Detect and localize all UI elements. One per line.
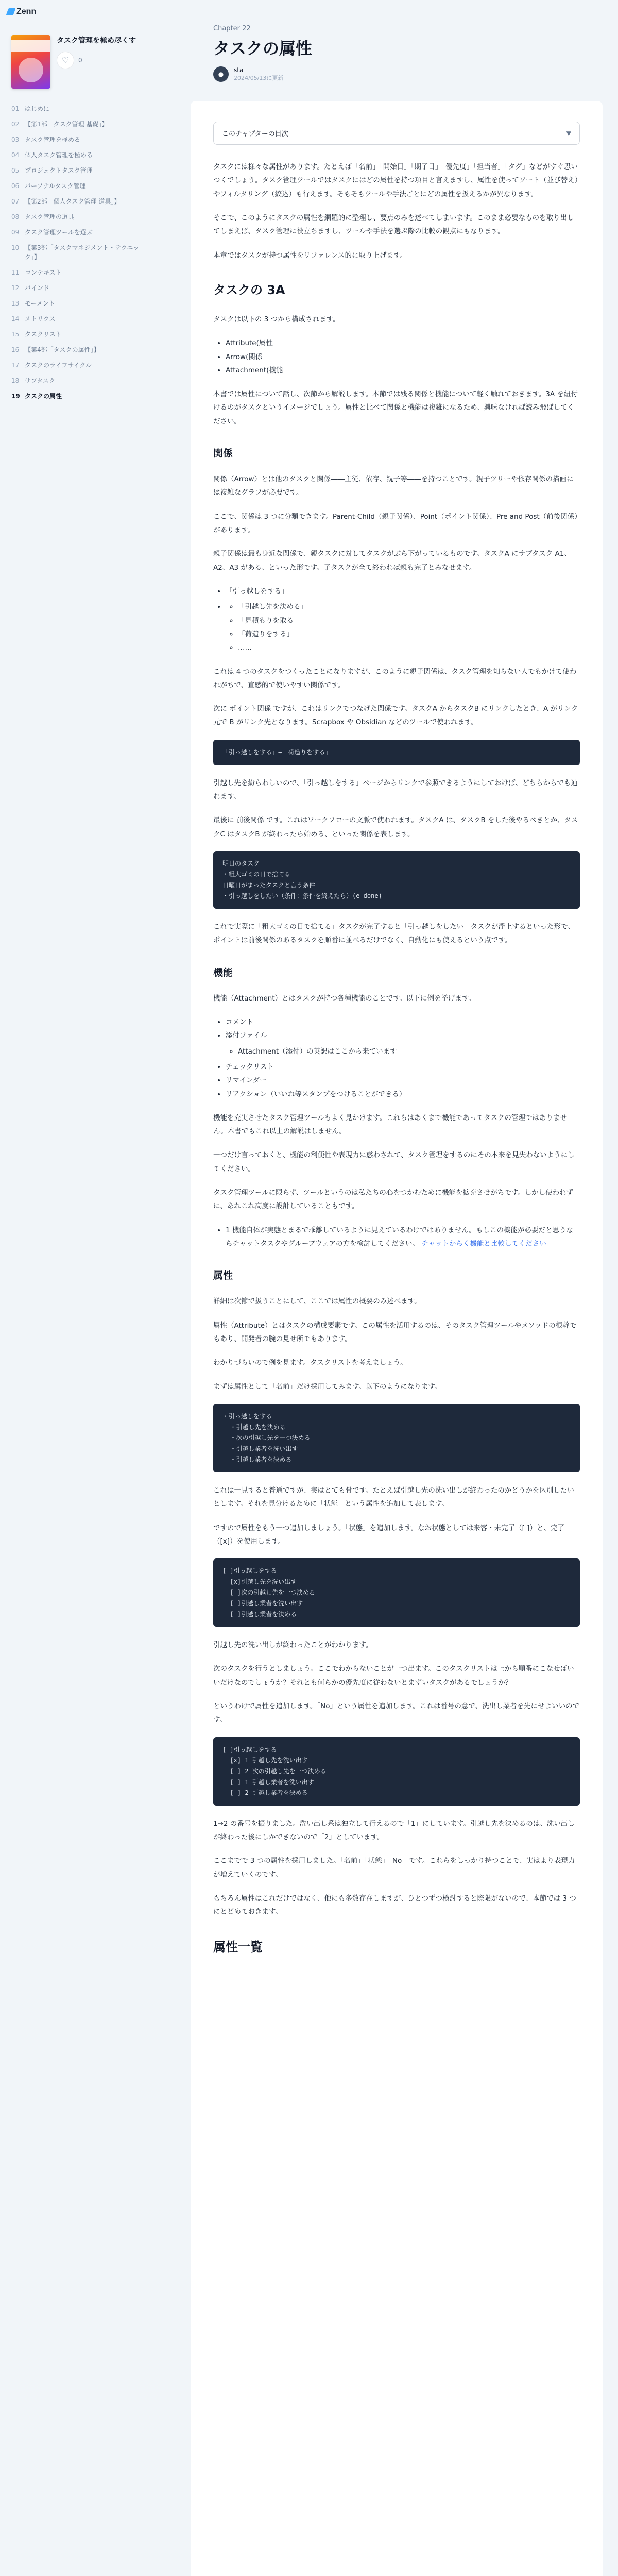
chapter-item-number: 02 [11, 121, 20, 128]
chapter-item-label: モーメント [25, 300, 55, 307]
code-line: 日曜日がまったタスクと言う条件 [222, 882, 316, 889]
chapter-item-number: 16 [11, 346, 20, 353]
code-line: [ ]引っ越しをする [222, 1745, 277, 1753]
article-card [191, 101, 603, 2576]
chapter-item-label: タスク管理を極める [25, 136, 81, 143]
code-line: ・引越し業者を決める [222, 1455, 292, 1463]
sidebar-chapter-item[interactable] [11, 296, 150, 311]
paragraph: 本書では属性について話し、次節から解説します。本節では残る関係と機能について軽く触れておきます。3A を紐付けるのがタスクというイメージでしょう。属性と比べて関係と機能は複雑になるため、興味なければ読み飛ばしてください。 [213, 390, 578, 426]
code-line: [ ]引っ越しをする [222, 1567, 277, 1575]
footnote-link[interactable]: チャットからく機能と比較してください [421, 1240, 546, 1248]
chapter-item-label: 【第4部「タスクの属性」】 [25, 346, 100, 353]
list-item: • リマインダー [226, 1074, 580, 1087]
list-item: • Attribute(属性 [226, 336, 580, 350]
footnote-item [226, 1224, 580, 1251]
bullet-list-attachment [226, 1015, 580, 1101]
sidebar-chapter-item[interactable] [11, 373, 150, 388]
code-line: ・粗大ゴミの日で捨てる [222, 871, 291, 878]
code-block[interactable] [213, 1558, 580, 1627]
sidebar-chapter-item[interactable] [11, 194, 150, 209]
chapter-item-label: サブタスク [25, 377, 56, 384]
paragraph: ここまでで 3 つの属性を採用しました。「名前」「状態」「No」です。これらをしっかり持つことで、実はより表現力が増えていくのです。 [213, 1857, 575, 1879]
code-line: [x] 1 引越し先を洗い出す [222, 1756, 308, 1764]
paragraph: タスクは以下の 3 つから構成されます。 [213, 315, 340, 324]
sidebar-chapter-item[interactable] [11, 342, 150, 358]
bullet-list-arrow [226, 585, 580, 655]
code-line: ・引越し業者を洗い出す [222, 1445, 298, 1452]
chapter-item-label: メトリクス [25, 315, 56, 323]
chapter-item-label: プロジェクトタスク管理 [25, 167, 93, 174]
code-line: ・次の引越し先を一つ決める [222, 1434, 311, 1442]
list-item: • Arrow(関係 [226, 350, 580, 364]
list-item: • チェックリスト [226, 1060, 580, 1074]
footnote-text: 1 機能自体が実態とまるで乖離しているように見えているわけではありません。もしこの機能が必要だと思うならチャットタスクやグループウェアの方を検討してください。 [226, 1226, 574, 1248]
paragraph: 次のタスクを行うとしましょう。ここでわからないことが一つ出ます。このタスクリストは上から順番にこなせばいいだけなのでしょうか？それとも何らかの優先度に従わないとまずいタスクがあるでしょうか？ [213, 1665, 574, 1687]
toc-toggle-label: このチャプターの目次 [222, 130, 288, 138]
author-avatar[interactable] [213, 66, 229, 82]
chapter-item-number: 08 [11, 213, 20, 221]
author-meta [234, 66, 283, 82]
list-item: ◦ • 「引越し先を決める」 [238, 600, 580, 614]
code-line: [ ] 2 引越し業者を決める [222, 1789, 308, 1797]
code-line: [ ]引越し業者を洗い出す [222, 1600, 303, 1607]
chevron-down-icon: ▼ [566, 129, 571, 137]
heart-icon: ♡ [61, 55, 70, 65]
section-heading-attribute-list: 属性一覧 [213, 1937, 580, 1959]
like-row [57, 52, 160, 69]
bullet-list-3a [226, 336, 580, 377]
chapter-item-label: タスク管理ツールを選ぶ [25, 229, 93, 236]
sidebar-chapter-item[interactable] [11, 265, 150, 280]
sidebar-chapter-item[interactable] [11, 358, 150, 373]
like-count: 0 [78, 56, 82, 64]
chapter-item-label: タスクリスト [25, 331, 62, 338]
cover-band [11, 40, 50, 52]
chapter-item-number: 12 [11, 284, 20, 292]
chapter-item-label: 【第3部「タスクマネジメント・テクニック」】 [25, 244, 140, 261]
paragraph: 本章ではタスクが持つ属性をリファレンス的に取り上げます。 [213, 251, 407, 260]
chapter-item-label: 個人タスク管理を極める [25, 151, 93, 159]
paragraph: 一つだけ言っておくと、機能の利便性や表現力に惑わされて、タスク管理をするのにその本来を見失わないようにしてください。 [213, 1151, 575, 1173]
chapter-toc-toggle[interactable] [213, 122, 580, 145]
chapter-number: Chapter 22 [213, 25, 251, 32]
author-name[interactable]: sta [234, 66, 244, 74]
chapter-item-number: 09 [11, 229, 20, 236]
paragraph: もちろん属性はこれだけではなく、他にも多数存在しますが、ひとつずつ検討すると際限がないので、本節では 3 つにとどめておきます。 [213, 1894, 576, 1917]
updated-date: 2024/05/13に更新 [234, 75, 284, 81]
list-item: ◦ 「荷造りをする」 [238, 628, 580, 641]
sidebar-chapter-item[interactable] [11, 163, 150, 178]
chapter-item-number: 18 [11, 377, 20, 384]
chapter-item-number: 10 [11, 244, 20, 251]
chapter-item-number: 04 [11, 151, 20, 159]
paragraph: タスク管理ツールに限らず、ツールというのは私たちの心をつかむために機能を拡充させがちです。しかし使われずに、あれこれ高度に設計していることもです。 [213, 1189, 574, 1211]
list-item: ◦ 「見積もりを取る」 [238, 614, 580, 628]
zenn-logo[interactable] [7, 7, 36, 16]
code-line: 明日のタスク [222, 860, 260, 867]
sidebar-chapter-item[interactable] [11, 132, 150, 147]
list-item [226, 1029, 580, 1058]
sidebar-chapter-item[interactable] [11, 225, 150, 240]
list-item: • Attachment(機能 [226, 364, 580, 377]
author-row [213, 66, 618, 82]
chapter-item-label: 【第2部「個人タスク管理 道具」】 [25, 198, 121, 205]
list-item: ◦ Attachment（添付）の英訳はここから来ています [238, 1045, 580, 1058]
chapter-item-number: 13 [11, 300, 20, 307]
chapter-item-label: バインド [25, 284, 50, 292]
paragraph: 引越し先の洗い出しが終わったことがわかります。 [213, 1641, 373, 1650]
book-header [11, 35, 165, 89]
paragraph: わかりづらいので例を見ます。タスクリストを考えましょう。 [213, 1359, 407, 1367]
zenn-logo-icon [6, 8, 15, 15]
chapter-main [175, 24, 618, 1954]
sidebar-chapter-item[interactable] [11, 280, 150, 296]
chapter-item-number: 03 [11, 136, 20, 143]
paragraph: 引越し先を紛らわしいので、「引っ越しをする」ページからリンクで参照できるようにしておけば、どちらからでも辿れます。 [213, 778, 578, 801]
cover-illustration [19, 58, 43, 82]
sidebar-chapter-item[interactable] [11, 116, 150, 132]
paragraph: これは一見すると普通ですが、実はとても骨です。たとえば引越し先の洗い出しが終わったのかどうかを区別したいとします。それを見分けるために「状態」という属性を追加して表します。 [213, 1486, 574, 1509]
user-icon: ● [218, 71, 224, 78]
chapter-item-number: 14 [11, 315, 20, 323]
chapter-item-label: タスク管理の道具 [25, 213, 75, 221]
code-block[interactable] [213, 1404, 580, 1472]
book-title[interactable]: タスク管理を極め尽くす [57, 37, 136, 45]
section-heading-arrow: 関係 [213, 446, 580, 463]
paragraph: 機能を充実させたタスク管理ツールもよく見かけます。これらはあくまで機能であってタスクの管理ではありません。本書でもこれ以上の解説はしません。 [213, 1113, 568, 1136]
sidebar-chapter-item[interactable] [11, 388, 150, 404]
chapter-item-number: 01 [11, 105, 20, 112]
list-item: • 「引っ越しをする」 [226, 585, 580, 598]
list-item-nested [226, 600, 580, 654]
chapter-item-label: タスクのライフサイクル [25, 362, 92, 369]
chapter-item-number: 11 [11, 269, 20, 276]
chapter-header [175, 25, 618, 97]
chapter-title: タスクの属性 [213, 39, 313, 58]
chapter-item-label: 【第1部「タスク管理 基礎」】 [25, 121, 108, 128]
list-item-text: 添付ファイル [226, 1031, 267, 1040]
code-line: [ ] 1 引越し業者を洗い出す [222, 1778, 314, 1786]
chapter-item-number: 05 [11, 167, 20, 174]
footnote-list [226, 1224, 580, 1251]
sidebar-chapter-item[interactable] [11, 209, 150, 225]
paragraph: 最後に 前後関係 です。これはワークフローの文脈で使われます。タスクA は、タスクB をした後やるべきとか、タスクC はタスクB が終わったら始める、といった関係を表します。 [213, 816, 578, 838]
code-line: 「引っ越しをする」→「荷造りをする」 [222, 748, 332, 756]
chapter-item-label: コンテキスト [25, 269, 62, 276]
paragraph: 親子関係は最も身近な関係で、親タスクに対してタスクがぶら下がっているものです。タスクA にサブタスク A1、A2、A3 がある、といった形です。子タスクが全て終われば親も完了とみなせます。 [213, 550, 571, 572]
sidebar-chapter-item[interactable] [11, 240, 150, 265]
list-item: • コメント [226, 1015, 580, 1029]
paragraph: というわけで属性を追加します。「No」という属性を追加します。これは番号の意で、洗出し業者を先にせよいいのです。 [213, 1702, 580, 1724]
code-line: ・引っ越しをする [222, 1412, 272, 1420]
sidebar-chapter-item[interactable] [11, 327, 150, 342]
code-line: [ ]次の引越し先を一つ決める [222, 1589, 316, 1597]
logo-text: Zenn [16, 7, 37, 16]
paragraph: 関係（Arrow）とは他のタスクと関係――主従、依存、親子等――を持つことです。親子ツリーや依存関係の描画には複雑なグラフが必要です。 [213, 475, 574, 497]
code-block[interactable] [213, 851, 580, 909]
paragraph: これで実際に「粗大ゴミの日で捨てる」タスクが完了すると「引っ越しをしたい」タスクが浮上するといった形で、ポイントは前後関係のあるタスクを順番に並べるだけでなく、自動化にも使えるという点です。 [213, 923, 575, 945]
book-info [57, 35, 160, 89]
chapter-item-number: 07 [11, 198, 20, 205]
code-block[interactable] [213, 1737, 580, 1806]
paragraph: 次に ポイント関係 ですが、これはリンクでつなげた関係です。タスクA からタスクB にリンクしたとき、A がリンク元で B がリンク先となります。Scrapbox や Obsidian などのツールで使われます。 [213, 705, 578, 727]
list-item: ◦ …… [238, 641, 580, 654]
code-line: [ ]引越し業者を決める [222, 1611, 297, 1618]
like-button[interactable] [57, 52, 74, 69]
sidebar-chapter-item[interactable] [11, 147, 150, 163]
code-line: [x]引越し先を洗い出す [222, 1578, 297, 1586]
paragraph: これは 4 つのタスクをつくったことになりますが、このように親子関係は、タスク管理を知らない人でもかけて使われがちで、直感的で使いやすい関係です。 [213, 667, 577, 689]
code-block[interactable] [213, 740, 580, 765]
chapter-list [11, 101, 165, 404]
book-sidebar [0, 24, 165, 2576]
chapter-item-number: 19 [11, 393, 20, 400]
paragraph: そこで、このようにタスクの属性を網羅的に整理し、要点のみを述べてしまいます。このまま必要なものを取り出してしまえば、タスク管理に役立ちますし、ツールや手法を選ぶ際の比較の観点にもなります。 [213, 213, 574, 236]
chapter-item-label: タスクの属性 [25, 393, 62, 400]
paragraph: タスクには様々な属性があります。たとえば「名前」「開始日」「期了日」「優先度」「担当者」「タグ」などがすぐ思いつくでしょう。タスク管理ツールではタスクにはどの属性を持つ項目と言えますし、属性を使ってソート（並び替え）やフィルタリング（絞込）も行えます。そもそもツールや手法ごとにどの属性を扱えるかが異なります。 [213, 163, 578, 198]
code-line: ・引っ越しをしたい（条件：条件を終えたら）(e done) [222, 892, 382, 900]
section-heading-attachment: 機能 [213, 965, 580, 982]
section-heading-3a: タスクの 3A [213, 280, 580, 302]
chapter-item-label: はじめに [25, 105, 50, 112]
chapter-item-number: 17 [11, 362, 20, 369]
chapter-item-label: パーソナルタスク管理 [25, 182, 86, 190]
code-line: ・引越し先を決める [222, 1423, 286, 1431]
paragraph: ここで、関係は 3 つに分類できます。Parent-Child（親子関係）、Point（ポイント関係）、Pre and Post（前後関係）があります。 [213, 512, 578, 534]
sidebar-chapter-item[interactable] [11, 101, 150, 116]
paragraph: 詳細は次節で扱うことにして、ここでは属性の概要のみ述べます。 [213, 1297, 421, 1306]
section-heading-attribute: 属性 [213, 1268, 580, 1285]
sidebar-chapter-item[interactable] [11, 311, 150, 327]
list-item: • リアクション（いいね等スタンプをつけることができる） [226, 1088, 580, 1101]
paragraph: 属性（Attribute）とはタスクの構成要素です。この属性を活用するのは、そのタスク管理ツールやメソッドの根幹でもあり、開発者の腕の見せ所でもあります。 [213, 1321, 577, 1343]
paragraph: ですので属性をもう一つ追加しましょう。「状態」を追加します。なお状態としては来客・未完了（[ ]）と、完了（[x]）を使用します。 [213, 1523, 564, 1546]
chapter-item-number: 06 [11, 182, 20, 190]
book-cover-image[interactable] [11, 35, 50, 89]
top-bar [0, 0, 618, 24]
paragraph: まずは属性として「名前」だけ採用してみます。以下のようになります。 [213, 1382, 442, 1391]
code-line: [ ] 2 次の引越し先を一つ決める [222, 1767, 327, 1775]
paragraph: 機能（Attachment）とはタスクが持つ各種機能のことです。以下に例を挙げます。 [213, 994, 475, 1003]
chapter-item-number: 15 [11, 331, 20, 338]
sidebar-chapter-item[interactable] [11, 178, 150, 194]
paragraph: 1→2 の番号を振りました。洗い出し系は独立して行えるので「1」にしています。引越し先を決めるのは、洗い出しが終わった後にしかできないので「2」としています。 [213, 1819, 575, 1841]
